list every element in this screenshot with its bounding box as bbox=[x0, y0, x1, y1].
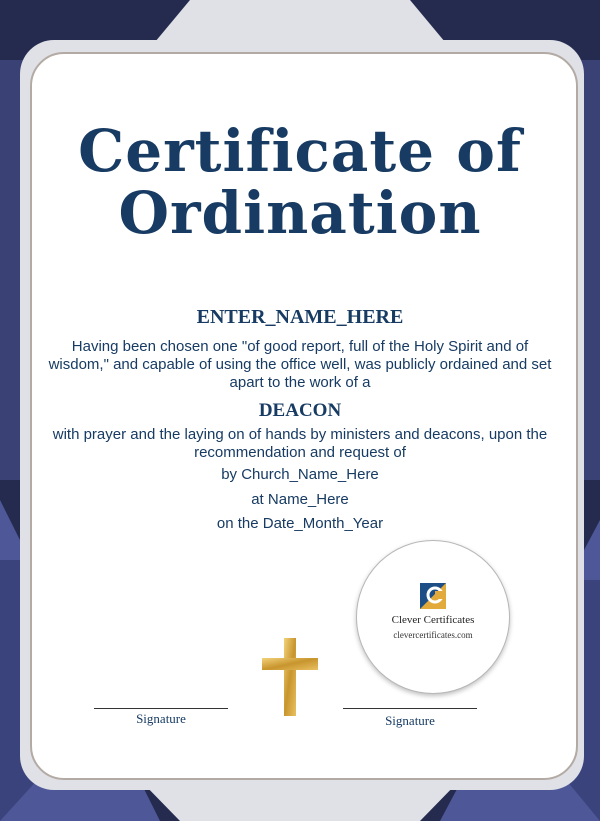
signature-label-left: Signature bbox=[136, 711, 186, 726]
title-line-2: Ordination bbox=[118, 179, 482, 247]
recommendation-paragraph: with prayer and the laying on of hands by ministers and deacons, upon the recommendation and request of bbox=[52, 426, 548, 461]
signature-line-right bbox=[343, 708, 477, 709]
date-line: on the Date_Month_Year bbox=[216, 515, 384, 532]
ordination-role: DEACON bbox=[258, 400, 342, 421]
brand-badge bbox=[356, 540, 510, 694]
place-line: at Name_Here bbox=[251, 491, 349, 508]
title-line-1: Certificate of bbox=[78, 117, 522, 185]
brand-name: Clever Certificates bbox=[391, 614, 475, 626]
brand-url: clevercertificates.com bbox=[393, 630, 473, 640]
clever-certificates-logo-icon bbox=[420, 583, 446, 609]
gold-cross-icon bbox=[262, 638, 318, 716]
certificate-title bbox=[30, 117, 570, 247]
recipient-name: ENTER_NAME_HERE bbox=[196, 306, 404, 328]
signature-label-right: Signature bbox=[385, 713, 435, 728]
signature-line-left bbox=[94, 708, 228, 709]
church-line: by Church_Name_Here bbox=[221, 466, 379, 483]
ordination-paragraph: Having been chosen one "of good report, full of the Holy Spirit and of wisdom," and capable of using the office well, was publicly ordained and set apart to the work of a bbox=[48, 338, 552, 391]
